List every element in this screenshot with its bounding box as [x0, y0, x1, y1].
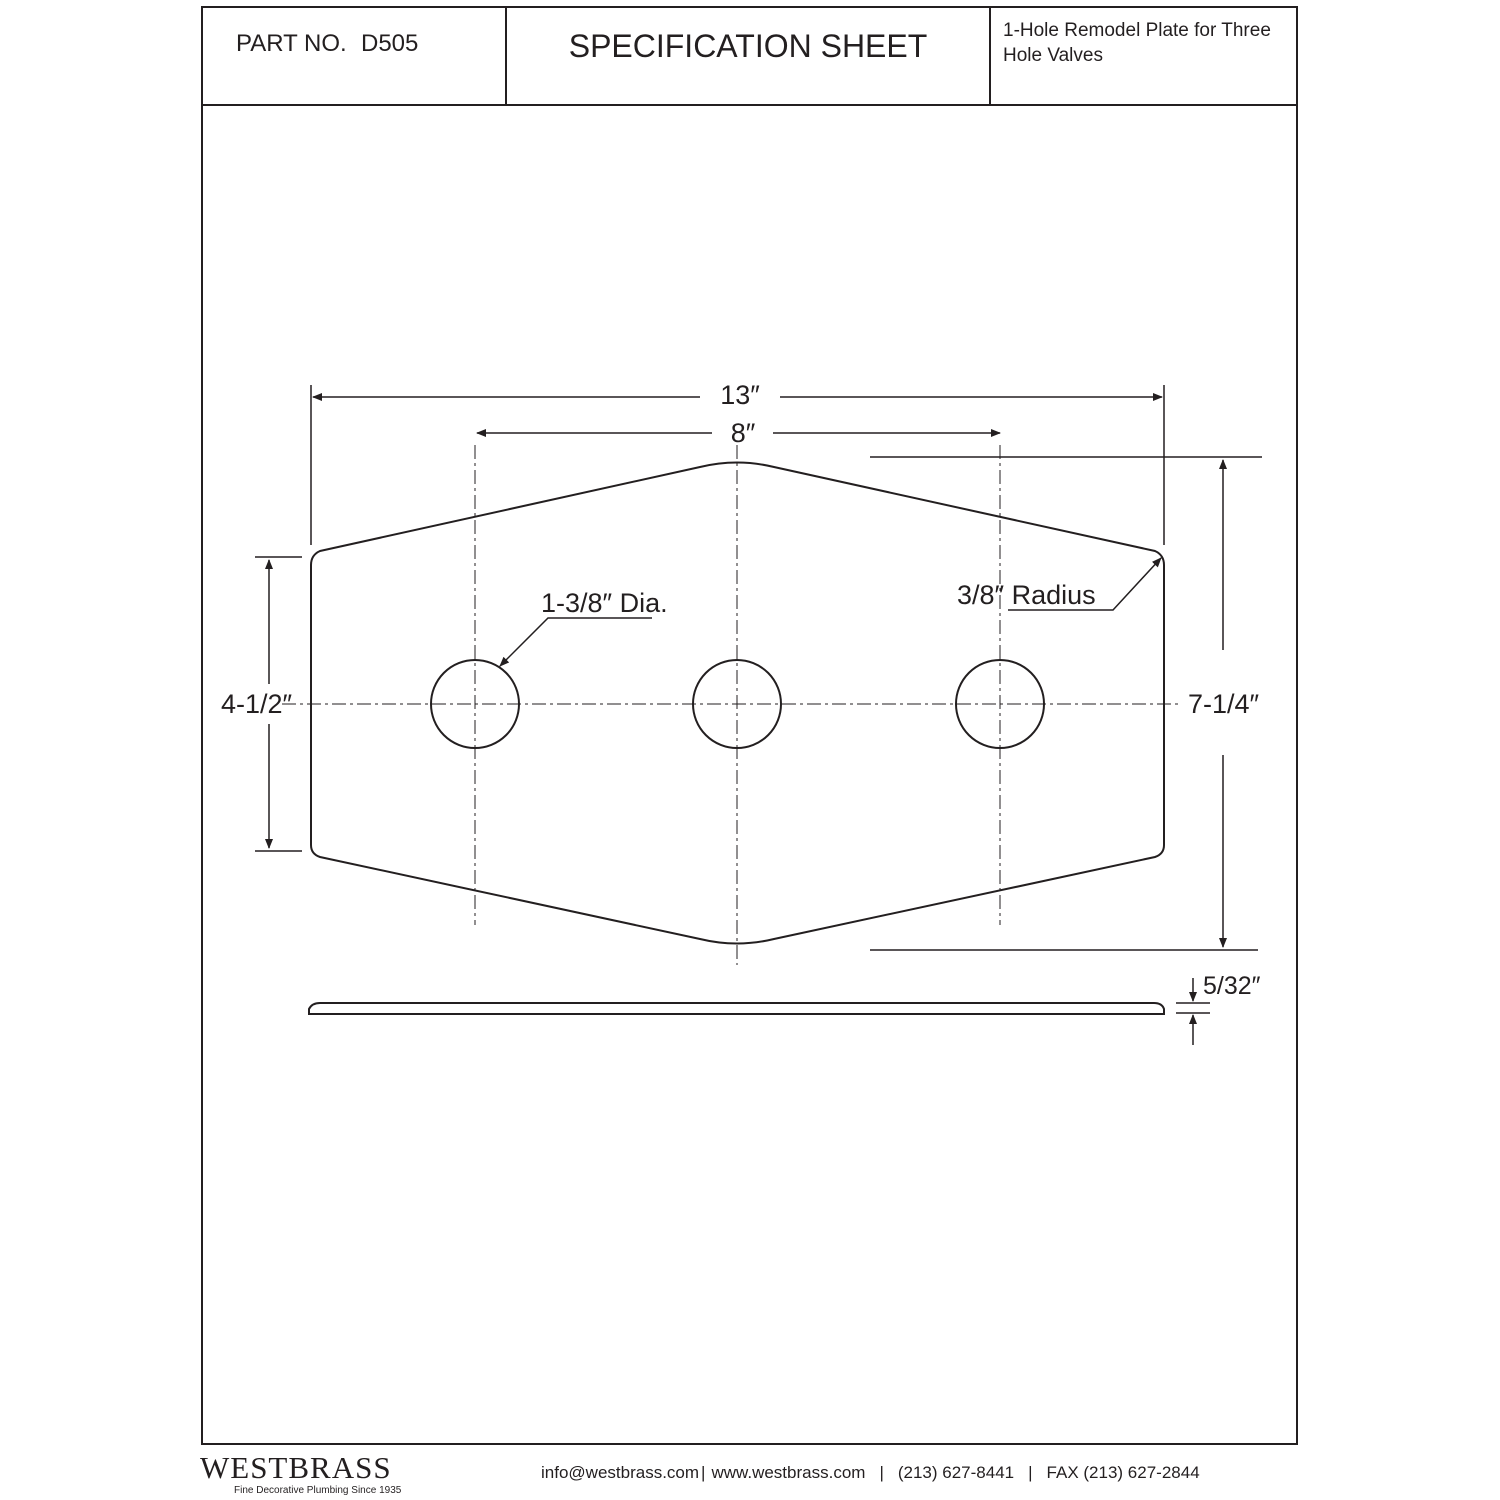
part-number-label: PART NO. — [236, 30, 347, 57]
contact-separator: | — [879, 1463, 884, 1482]
contact-line — [541, 1463, 1200, 1483]
part-number-value: D505 — [361, 30, 419, 57]
dimension-overall-width: 13″ — [720, 380, 760, 410]
contact-separator: | — [1028, 1463, 1033, 1482]
contact-fax: FAX (213) 627-2844 — [1046, 1463, 1200, 1482]
plate-side-profile — [309, 1003, 1164, 1014]
brand-logo — [200, 1452, 401, 1496]
brand-name: WESTBRASS — [200, 1450, 392, 1485]
dimension-side-height: 4-1/2″ — [221, 689, 293, 719]
contact-email[interactable]: info@westbrass.com — [541, 1463, 700, 1482]
description-line-1: 1-Hole Remodel Plate for Three — [1003, 20, 1271, 41]
contact-phone[interactable]: (213) 627-8441 — [897, 1463, 1015, 1482]
dimension-thickness: 5/32″ — [1203, 972, 1261, 1000]
leader-hole-diameter — [500, 618, 652, 666]
sheet-title: SPECIFICATION SHEET — [568, 28, 928, 64]
brand-tagline: Fine Decorative Plumbing Since 1935 — [234, 1485, 402, 1496]
dimension-overall-height: 7-1/4″ — [1188, 689, 1260, 719]
contact-separator: | — [701, 1463, 706, 1482]
description-line-2: Hole Valves — [1003, 45, 1103, 66]
contact-website[interactable]: www.westbrass.com — [711, 1463, 866, 1482]
dimension-corner-radius: 3/8″ Radius — [957, 580, 1096, 610]
dimension-hole-spacing: 8″ — [730, 418, 756, 448]
dimension-hole-diameter: 1-3/8″ Dia. — [541, 588, 668, 618]
